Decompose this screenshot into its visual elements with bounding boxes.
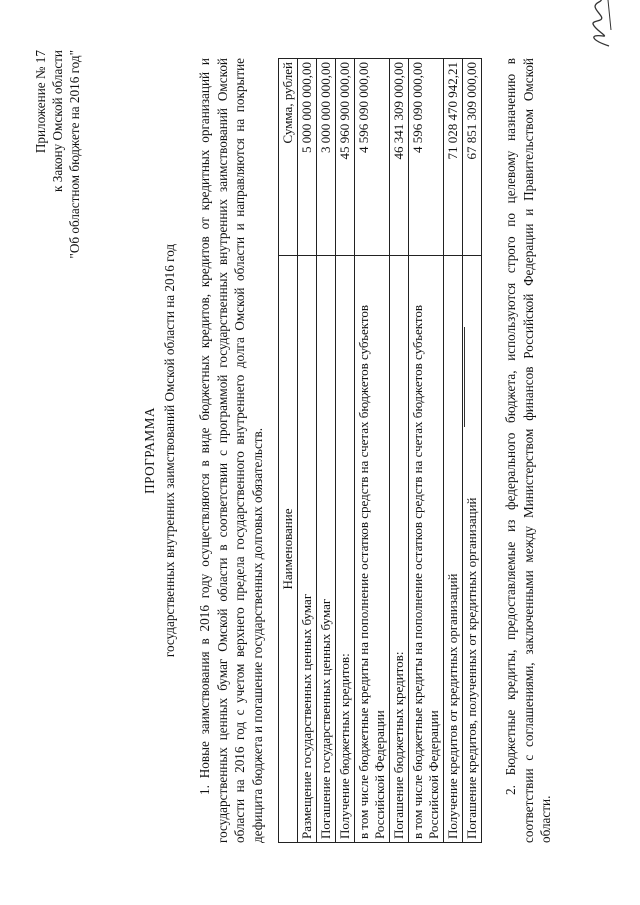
table-row — [336, 59, 355, 843]
row-name: Получение кредитов от кредитных организаций — [444, 256, 463, 843]
page-subtitle: государственных внутренних заимствований Омской области на 2016 год — [161, 243, 177, 658]
separator-line — [464, 327, 465, 427]
row-amount: 67 851 309 000,00 — [463, 59, 482, 256]
appendix-law-title: "Об областном бюджете на 2016 год" — [67, 50, 82, 259]
row-amount: 46 341 309 000,00 — [390, 59, 409, 256]
row-amount: 5 000 000 000,00 — [298, 59, 317, 256]
row-amount: 3 000 000 000,00 — [317, 59, 336, 256]
paragraph-1: 1. Новые заимствования в 2016 году осуществляются в виде бюджетных кредитов, кредитов от кредитных организаций и государственных ценных бумаг Омской области в соответствии с программой государственных внутренних заимствований Омской области на 2016 год с учетом верхнего предела государственного внутреннего долга Омской области и направляются на покрытие дефицита бюджета и погашение государственных долговых обязательств. — [197, 58, 265, 843]
table-row — [390, 59, 409, 843]
row-name: в том числе бюджетные кредиты на пополнение остатков средств на счетах бюджетов субъектов Российской Федерации — [409, 256, 444, 843]
column-header-amount: Сумма, рублей — [279, 59, 298, 256]
row-name: Размещение государственных ценных бумаг — [298, 256, 317, 843]
row-amount: 71 028 470 942,21 — [444, 59, 463, 256]
signature-mark — [585, 0, 615, 50]
table-row — [463, 59, 482, 843]
appendix-number: Приложение № 17 — [33, 50, 48, 154]
paragraph-2: 2. Бюджетные кредиты, предоставляемые из федерального бюджета, используются строго по целевому назначению в соответствии с соглашениями, заключенными между Министерством финансов Российской Федерации и Правительством Омской области. — [503, 58, 553, 843]
appendix-header — [32, 50, 83, 843]
row-name: Получение бюджетных кредитов: — [336, 256, 355, 843]
appendix-law: к Закону Омской области — [50, 50, 65, 192]
page-title: ПРОГРАММА — [142, 407, 157, 494]
borrowings-table — [278, 58, 482, 843]
row-name: в том числе бюджетные кредиты на пополнение остатков средств на счетах бюджетов субъектов Российской Федерации — [355, 256, 390, 843]
table-row — [355, 59, 390, 843]
row-name: Погашение бюджетных кредитов: — [390, 256, 409, 843]
table-header-row — [279, 59, 298, 843]
row-name: Погашение государственных ценных бумаг — [317, 256, 336, 843]
row-amount: 4 596 090 000,00 — [409, 59, 444, 256]
table-row — [444, 59, 463, 843]
row-name: Погашение кредитов, полученных от кредитных организаций — [463, 256, 482, 843]
row-amount: 45 960 900 000,00 — [336, 59, 355, 256]
row-amount: 4 596 090 000,00 — [355, 59, 390, 256]
table-row — [298, 59, 317, 843]
column-header-name: Наименование — [279, 256, 298, 843]
table-row — [317, 59, 336, 843]
table-row — [409, 59, 444, 843]
